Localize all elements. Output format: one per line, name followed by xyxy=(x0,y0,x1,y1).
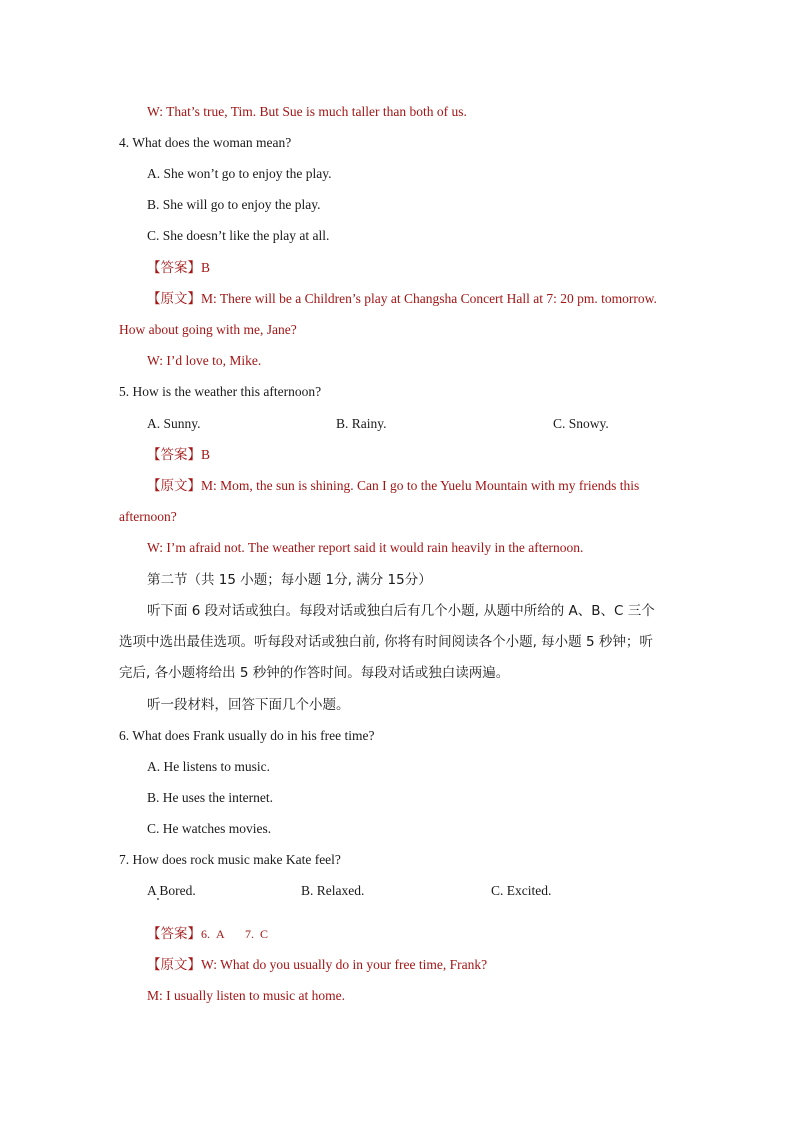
instruction-line-2: 选项中选出最佳选项。听每段对话或独白前, 你将有时间阅读各个小题, 每小题 5 秒钟；听 xyxy=(119,634,653,650)
transcript-text: M: There will be a Children’s play at Changsha Concert Hall at 7: 20 pm. tomorrow. xyxy=(201,291,657,306)
option-c: C. He watches movies. xyxy=(147,821,272,836)
answer-5 xyxy=(147,447,210,463)
question-6: 6. What does Frank usually do in his free time? xyxy=(119,728,375,743)
answer-6-7 xyxy=(147,926,268,942)
transcript-5-line-3: W: I’m afraid not. The weather report said it would rain heavily in the afternoon. xyxy=(147,540,584,555)
answer-tag: 【答案】 xyxy=(147,447,201,463)
option-b: B. Relaxed. xyxy=(301,883,365,898)
answer-tag: 【答案】 xyxy=(147,260,201,276)
option-c: C. Excited. xyxy=(491,883,552,898)
transcript-tag: 【原文】 xyxy=(147,291,201,307)
question-4: 4. What does the woman mean? xyxy=(119,135,292,150)
section-heading: 第二节（共 15 小题；每小题 1分, 满分 15分） xyxy=(147,572,432,588)
instruction-line-3: 完后, 各小题将给出 5 秒钟的作答时间。每段对话或独白读两遍。 xyxy=(119,665,510,681)
transcript-6-7-line-2: M: I usually listen to music at home. xyxy=(147,988,345,1003)
instruction-line-4: 听一段材料，回答下面几个小题。 xyxy=(147,697,350,713)
dialogue-line: W: That’s true, Tim. But Sue is much taller than both of us. xyxy=(147,104,467,119)
option-a: A. He listens to music. xyxy=(147,759,270,774)
transcript-6-7-line-1 xyxy=(147,957,487,973)
option-a: A Bored. xyxy=(147,883,196,898)
transcript-text: W: What do you usually do in your free time, Frank? xyxy=(201,957,488,972)
question-7: 7. How does rock music make Kate feel? xyxy=(119,852,341,867)
answer-value: 6. A 7. C xyxy=(201,927,269,941)
transcript-4-line-1 xyxy=(147,291,657,307)
answer-4 xyxy=(147,260,210,276)
transcript-5-line-1 xyxy=(147,478,639,494)
transcript-tag: 【原文】 xyxy=(147,957,201,973)
question-5: 5. How is the weather this afternoon? xyxy=(119,384,322,399)
option-b: B. Rainy. xyxy=(336,416,387,431)
transcript-4-line-2: How about going with me, Jane? xyxy=(119,322,297,337)
transcript-5-line-2: afternoon? xyxy=(119,509,177,524)
transcript-text: M: Mom, the sun is shining. Can I go to the Yuelu Mountain with my friends this xyxy=(201,478,640,493)
option-a: A. Sunny. xyxy=(147,416,201,431)
stray-dot xyxy=(157,898,159,900)
option-c: C. She doesn’t like the play at all. xyxy=(147,228,330,243)
option-b: B. She will go to enjoy the play. xyxy=(147,197,321,212)
instruction-line-1: 听下面 6 段对话或独白。每段对话或独白后有几个小题, 从题中所给的 A、B、C 三个 xyxy=(147,603,655,619)
option-c: C. Snowy. xyxy=(553,416,609,431)
option-b: B. He uses the internet. xyxy=(147,790,273,805)
answer-value: B xyxy=(201,260,211,275)
transcript-4-line-3: W: I’d love to, Mike. xyxy=(147,353,262,368)
answer-tag: 【答案】 xyxy=(147,926,201,942)
answer-value: B xyxy=(201,447,211,462)
transcript-tag: 【原文】 xyxy=(147,478,201,494)
option-a: A. She won’t go to enjoy the play. xyxy=(147,166,332,181)
